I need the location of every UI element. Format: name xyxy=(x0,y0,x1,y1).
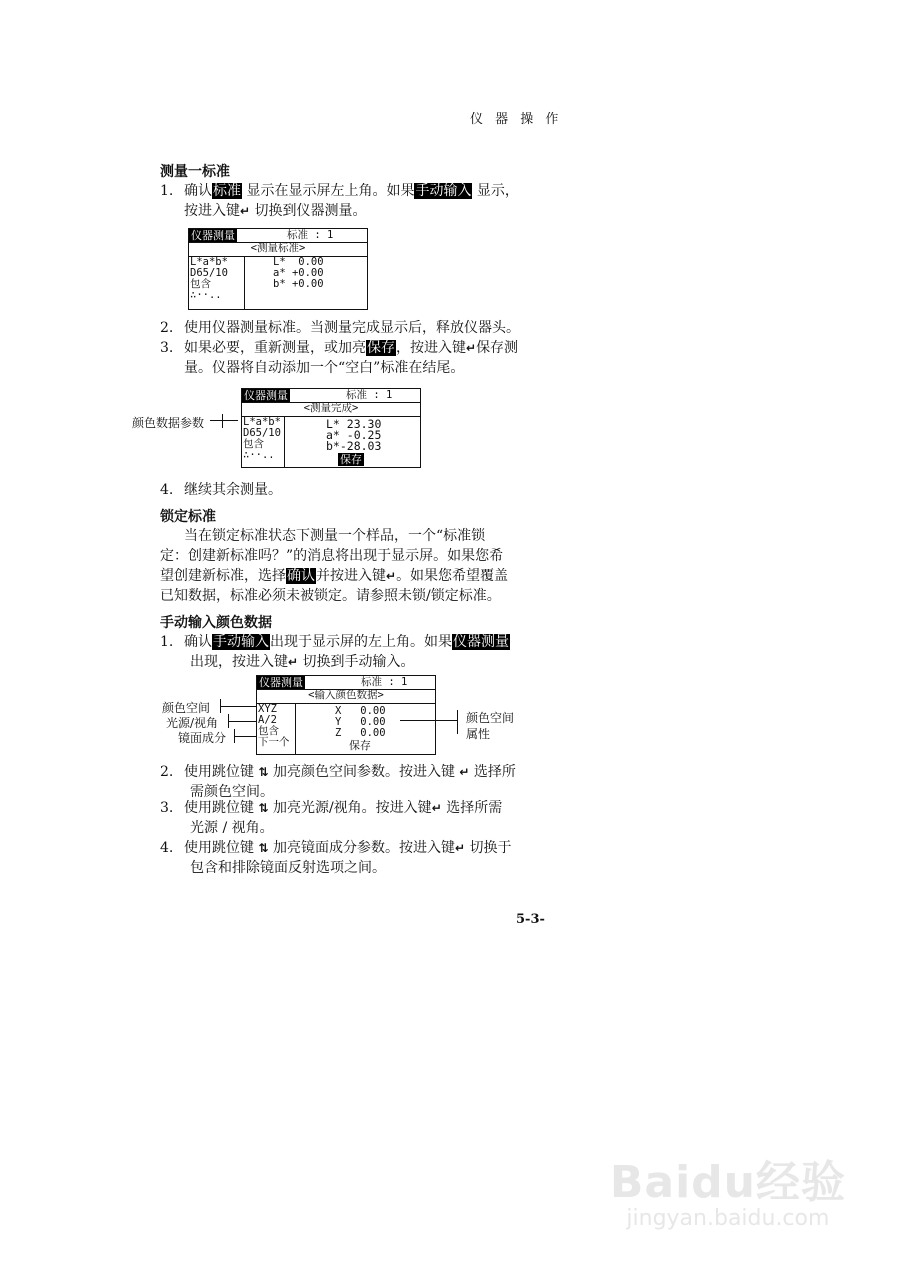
highlight-standard: 标准 xyxy=(213,183,241,199)
highlight-instrument-measure: 仪器测量 xyxy=(453,634,509,650)
save-button[interactable]: 保存 xyxy=(349,739,371,752)
step-number: 1. xyxy=(160,634,174,650)
display-params xyxy=(242,417,285,467)
baidu-watermark xyxy=(610,1146,846,1231)
callout-color-space-attributes xyxy=(466,710,514,742)
step-4-line-1 xyxy=(160,838,511,858)
display-params xyxy=(189,257,245,309)
enter-key-icon: ↵ xyxy=(454,841,466,855)
mode-label: 仪器测量 xyxy=(259,676,303,689)
step-2 xyxy=(160,318,520,338)
param-illuminant: D65/10 xyxy=(243,427,281,439)
step-number: 3. xyxy=(160,340,174,356)
text: 确认 xyxy=(184,183,212,199)
callout-text: 属性 xyxy=(466,727,491,741)
value-a: a* -0.25 xyxy=(326,428,382,442)
value-b: b*-28.03 xyxy=(326,439,382,453)
step-3-line-2: 光源 / 视角。 xyxy=(190,820,274,836)
next-button[interactable]: 下一个 xyxy=(258,736,290,748)
watermark-brand: Baidu经验 xyxy=(609,1157,846,1208)
value-l: L* 0.00 xyxy=(273,256,324,268)
param-next-dots: ∴··.. xyxy=(243,449,275,461)
paragraph-line-2: 定：创建新标准吗？”的消息将出现于显示屏。如果您希 xyxy=(160,548,504,564)
callout-color-data-params: 颜色数据参数 xyxy=(132,416,205,430)
standard-number: 标准 : 1 xyxy=(361,676,408,688)
enter-key-icon: ↵ xyxy=(466,341,477,355)
text: 使用仪器测量标准。当测量完成显示后，释放仪器头。 xyxy=(184,320,520,336)
step-4 xyxy=(160,480,282,500)
callout-bracket xyxy=(222,414,223,428)
step-number: 2. xyxy=(160,764,174,780)
step-1-line-2 xyxy=(184,201,367,221)
display-params xyxy=(257,704,296,754)
callout-text: 颜色空间 xyxy=(466,711,515,725)
highlight-save: 保存 xyxy=(367,340,395,356)
step-2-line-2: 需颜色空间。 xyxy=(190,784,274,800)
callout-specular: 镜面成分 xyxy=(178,731,227,745)
display-screen-measure-standard xyxy=(188,228,368,310)
param-specular: 包含 xyxy=(243,438,264,450)
display-status: <测量完成> xyxy=(242,403,420,417)
value-z[interactable]: Z 0.00 xyxy=(335,727,386,739)
text: 望创建新标准，选择 xyxy=(160,568,286,584)
callout-illuminant-angle: 光源/视角 xyxy=(166,716,219,730)
paragraph-line-3 xyxy=(160,566,508,586)
param-illuminant[interactable]: A/2 xyxy=(258,714,277,726)
param-illuminant: D65/10 xyxy=(190,267,228,279)
callout-bracket xyxy=(228,714,229,728)
step-1-line-1 xyxy=(160,181,519,201)
watermark-url: jingyan.baidu.com xyxy=(626,1206,830,1231)
text: 加亮镜面成分参数。按进入键 xyxy=(268,840,455,856)
mode-label: 仪器测量 xyxy=(244,389,288,402)
up-down-keys-icon: ⇅ xyxy=(258,765,269,779)
text: 并按进入键 xyxy=(316,568,386,584)
value-a: a* +0.00 xyxy=(273,267,324,279)
text: 。如果您希望覆盖 xyxy=(396,568,509,584)
step-2-line-1 xyxy=(160,762,516,782)
text: 继续其余测量。 xyxy=(184,482,282,498)
highlight-manual-input: 手动输入 xyxy=(415,183,472,199)
display-screen-measure-complete xyxy=(241,388,421,468)
display-status: <测量标准> xyxy=(189,243,367,257)
callout-bracket xyxy=(457,710,458,734)
step-3-line-1 xyxy=(160,798,502,818)
text: 使用跳位键 xyxy=(184,764,259,780)
display-screen-enter-color-data xyxy=(256,675,436,755)
param-color-space[interactable]: XYZ xyxy=(258,703,277,715)
up-down-keys-icon: ⇅ xyxy=(258,841,269,855)
param-specular[interactable]: 包含 xyxy=(258,725,279,737)
text: 出现，按进入键 xyxy=(190,654,288,670)
text: 切换到手动输入。 xyxy=(298,654,415,670)
param-next-dots: ∴··.. xyxy=(190,289,222,301)
callout-line xyxy=(234,736,256,737)
standard-number: 标准 : 1 xyxy=(346,389,393,401)
highlight-manual-input: 手动输入 xyxy=(213,634,269,650)
text: 确认 xyxy=(184,634,212,650)
running-header: 仪 器 操 作 xyxy=(470,112,563,127)
display-values xyxy=(335,706,386,739)
text: 显示， xyxy=(472,183,519,199)
value-l: L* 23.30 xyxy=(326,417,382,431)
value-x[interactable]: X 0.00 xyxy=(335,705,386,717)
text: 按进入键 xyxy=(184,203,240,219)
text: 使用跳位键 xyxy=(184,800,259,816)
step-3-line-1 xyxy=(160,338,518,358)
display-top-bar xyxy=(257,676,435,690)
text: 显示在显示屏左上角。如果 xyxy=(242,183,415,199)
step-number: 2. xyxy=(160,320,174,336)
callout-line xyxy=(210,420,238,421)
step-number: 1. xyxy=(160,183,174,199)
param-color-space: L*a*b* xyxy=(243,416,281,428)
display-top-bar xyxy=(189,229,367,243)
section-title-measure-standard: 测量一标准 xyxy=(160,164,230,180)
save-button[interactable]: 保存 xyxy=(340,453,362,466)
step-1-line-1 xyxy=(160,632,510,652)
callout-bracket xyxy=(234,729,235,743)
step-number: 4. xyxy=(160,840,174,856)
text: 切换于 xyxy=(465,840,512,856)
text: 切换到仪器测量。 xyxy=(250,203,367,219)
text: 加亮光源/视角。按进入键 xyxy=(268,800,432,816)
text: ，按进入键 xyxy=(396,340,466,356)
param-color-space: L*a*b* xyxy=(190,256,228,268)
text: 保存测 xyxy=(476,340,519,356)
step-number: 3. xyxy=(160,800,174,816)
callout-bracket xyxy=(220,699,221,713)
paragraph-line-4: 已知数据，标准必须未被锁定。请参照未锁/锁定标准。 xyxy=(160,588,501,604)
enter-key-icon: ↵ xyxy=(288,655,299,669)
callout-line xyxy=(220,706,256,707)
paragraph-line-1: 当在锁定标准状态下测量一个样品，一个“标准锁 xyxy=(184,528,486,544)
enter-key-icon: ↵ xyxy=(386,569,397,583)
text: 出现于显示屏的左上角。如果 xyxy=(270,634,452,650)
callout-line xyxy=(228,721,256,722)
value-y[interactable]: Y 0.00 xyxy=(335,716,386,728)
standard-number: 标准 : 1 xyxy=(287,229,334,241)
highlight-confirm: 确认 xyxy=(287,568,315,584)
enter-key-icon: ↵ xyxy=(431,801,442,815)
display-top-bar xyxy=(242,389,420,403)
text: 选择所需 xyxy=(441,800,503,816)
enter-key-icon: ↵ xyxy=(459,765,470,779)
display-values xyxy=(273,257,324,290)
step-1-line-2 xyxy=(190,652,415,672)
text: 加亮颜色空间参数。按进入键 xyxy=(268,764,460,780)
display-status: <输入颜色数据> xyxy=(257,690,435,704)
step-3-line-2: 量。仪器将自动添加一个“空白”标准在结尾。 xyxy=(184,360,465,376)
mode-label: 仪器测量 xyxy=(191,229,235,242)
param-specular: 包含 xyxy=(190,278,211,290)
text: 使用跳位键 xyxy=(184,840,259,856)
step-4-line-2: 包含和排除镜面反射选项之间。 xyxy=(190,860,386,876)
step-number: 4. xyxy=(160,482,174,498)
page-number: 5-3- xyxy=(516,912,545,927)
display-values xyxy=(326,419,381,452)
section-title-lock-standard: 锁定标准 xyxy=(160,509,216,525)
text: 如果必要，重新测量，或加亮 xyxy=(184,340,366,356)
callout-color-space: 颜色空间 xyxy=(162,701,211,715)
section-title-manual-input: 手动输入颜色数据 xyxy=(160,615,272,631)
enter-key-icon: ↵ xyxy=(240,204,251,218)
text: 选择所 xyxy=(469,764,516,780)
callout-line xyxy=(400,720,458,721)
up-down-keys-icon: ⇅ xyxy=(258,801,269,815)
value-b: b* +0.00 xyxy=(273,278,324,290)
